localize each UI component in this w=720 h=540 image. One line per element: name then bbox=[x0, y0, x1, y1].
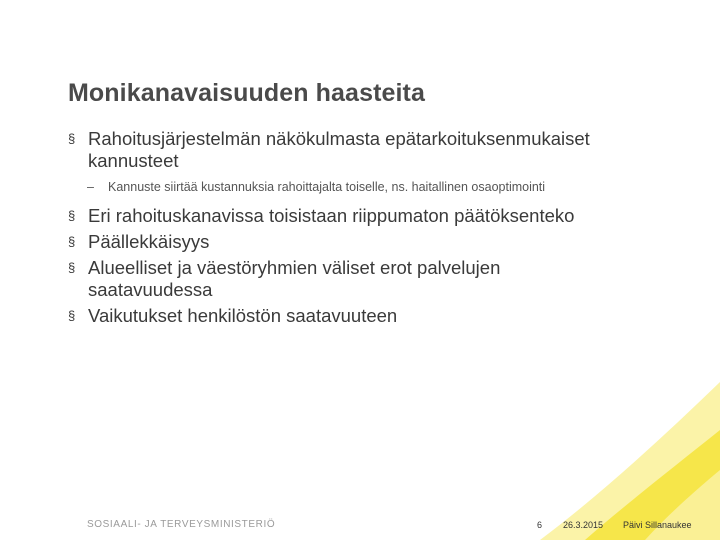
bullet-marker-icon: § bbox=[68, 260, 76, 275]
bullet-item bbox=[68, 257, 558, 301]
bullet-marker-icon: § bbox=[68, 308, 76, 323]
footer-organization-logo: SOSIAALI- JA TERVEYSMINISTERIÖ bbox=[87, 519, 276, 530]
bullet-marker-icon: § bbox=[68, 131, 76, 146]
footer-author: Päivi Sillanaukee bbox=[623, 520, 692, 530]
bullet-text: Päällekkäisyys bbox=[88, 231, 210, 252]
bullet-text: Alueelliset ja väestöryhmien väliset erot palvelujen saatavuudessa bbox=[88, 257, 501, 300]
bullet-text: Rahoitusjärjestelmän näkökulmasta epätarkoituksenmukaiset kannusteet bbox=[88, 128, 590, 171]
bullet-item bbox=[68, 305, 668, 327]
bullet-list bbox=[68, 128, 668, 327]
bullet-text: Vaikutukset henkilöstön saatavuuteen bbox=[88, 305, 398, 326]
bullet-marker-icon: § bbox=[68, 208, 76, 223]
slide-title: Monikanavaisuuden haasteita bbox=[68, 79, 425, 107]
footer-page-number: 6 bbox=[537, 520, 543, 530]
sub-bullet-marker-icon: – bbox=[87, 180, 94, 194]
sub-bullet-item bbox=[68, 180, 668, 195]
bullet-marker-icon: § bbox=[68, 234, 76, 249]
footer-date: 26.3.2015 bbox=[563, 520, 604, 530]
bullet-text: Eri rahoituskanavissa toisistaan riippumaton päätöksenteko bbox=[88, 205, 575, 226]
sub-bullet-text: Kannuste siirtää kustannuksia rahoittajalta toiselle, ns. haitallinen osaoptimointi bbox=[108, 180, 546, 194]
bullet-item bbox=[68, 231, 668, 253]
bullet-item bbox=[68, 205, 668, 227]
bullet-item bbox=[68, 128, 668, 172]
